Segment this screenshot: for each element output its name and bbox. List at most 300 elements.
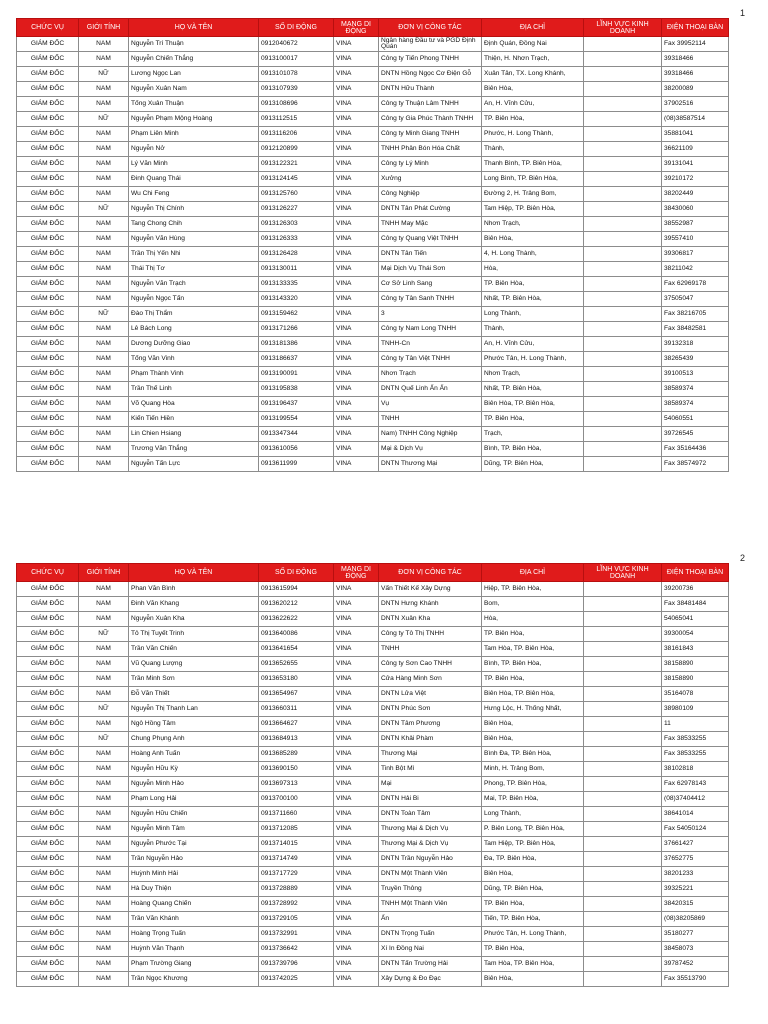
page-number: 1 (740, 8, 746, 18)
header-address: ĐỊA CHỈ (482, 564, 584, 582)
address-cell: Tam Hiệp, TP. Biên Hòa, (482, 837, 584, 852)
network-cell: VINA (334, 897, 379, 912)
position-cell: GIÁM ĐỐC (17, 292, 79, 307)
table-row (17, 807, 729, 822)
position-cell: GIÁM ĐỐC (17, 672, 79, 687)
position-cell: GIÁM ĐỐC (17, 322, 79, 337)
company-cell: Cửa Hàng Minh Sơn (379, 672, 482, 687)
landline-cell: 38552987 (662, 217, 729, 232)
table-row (17, 292, 729, 307)
landline-cell: 39300054 (662, 627, 729, 642)
landline-cell: 39557410 (662, 232, 729, 247)
business-field-cell (584, 457, 662, 472)
table-row (17, 912, 729, 927)
gender-cell: NAM (79, 762, 129, 777)
network-cell: VINA (334, 307, 379, 322)
company-cell: TNHH Một Thành Viên (379, 897, 482, 912)
mobile-cell: 0913739796 (259, 957, 334, 972)
address-cell: Xuân Tân, TX. Long Khánh, (482, 67, 584, 82)
network-cell: VINA (334, 412, 379, 427)
company-cell: Mại Dịch Vụ Thái Sơn (379, 262, 482, 277)
table-row (17, 397, 729, 412)
mobile-cell: 0913736642 (259, 942, 334, 957)
company-cell: Xây Dựng & Đo Đạc (379, 972, 482, 987)
business-field-cell (584, 412, 662, 427)
table-row (17, 112, 729, 127)
address-cell: Dũng, TP. Biên Hòa, (482, 457, 584, 472)
business-field-cell (584, 627, 662, 642)
full-name-cell: Trần Ngọc Khương (129, 972, 259, 987)
company-cell: DNTN Hữu Thành (379, 82, 482, 97)
landline-cell: Fax 38533255 (662, 747, 729, 762)
landline-cell: Fax 39952114 (662, 37, 729, 52)
network-cell: VINA (334, 822, 379, 837)
address-cell: Nhơn Trạch, (482, 217, 584, 232)
network-cell: VINA (334, 427, 379, 442)
landline-cell: 11 (662, 717, 729, 732)
mobile-cell: 0913126303 (259, 217, 334, 232)
network-cell: VINA (334, 202, 379, 217)
full-name-cell: Nguyễn Phạm Mộng Hoàng (129, 112, 259, 127)
company-cell: TNHH-Cn (379, 337, 482, 352)
gender-cell: NAM (79, 912, 129, 927)
full-name-cell: Nguyễn Trí Thuận (129, 37, 259, 52)
company-cell: DNTN Quế Linh Ấn Ấn (379, 382, 482, 397)
network-cell: VINA (334, 957, 379, 972)
company-cell: Công ty Tân Sanh TNHH (379, 292, 482, 307)
address-cell: Hòa, (482, 612, 584, 627)
header-address: ĐỊA CHỈ (482, 19, 584, 37)
address-cell: TP. Biên Hòa, (482, 627, 584, 642)
position-cell: GIÁM ĐỐC (17, 232, 79, 247)
network-cell: VINA (334, 717, 379, 732)
landline-cell: Fax 62978143 (662, 777, 729, 792)
company-cell: Mại (379, 777, 482, 792)
mobile-cell: 0913615994 (259, 582, 334, 597)
company-cell: Công ty Gia Phúc Thành TNHH (379, 112, 482, 127)
full-name-cell: Lương Ngọc Lan (129, 67, 259, 82)
position-cell: GIÁM ĐỐC (17, 382, 79, 397)
address-cell: Nhất, TP. Biên Hòa, (482, 382, 584, 397)
network-cell: VINA (334, 277, 379, 292)
position-cell: GIÁM ĐỐC (17, 352, 79, 367)
network-cell: VINA (334, 232, 379, 247)
position-cell: GIÁM ĐỐC (17, 412, 79, 427)
table-row (17, 882, 729, 897)
position-cell: GIÁM ĐỐC (17, 277, 79, 292)
business-field-cell (584, 747, 662, 762)
gender-cell: NAM (79, 972, 129, 987)
network-cell: VINA (334, 627, 379, 642)
gender-cell: NAM (79, 397, 129, 412)
full-name-cell: Trần Văn Chiến (129, 642, 259, 657)
company-cell: Truyền Thông (379, 882, 482, 897)
business-field-cell (584, 112, 662, 127)
address-cell: Phước, H. Long Thành, (482, 127, 584, 142)
gender-cell: NAM (79, 247, 129, 262)
full-name-cell: Nguyễn Ngọc Tấn (129, 292, 259, 307)
landline-cell: 37652775 (662, 852, 729, 867)
gender-cell: NAM (79, 582, 129, 597)
network-cell: VINA (334, 337, 379, 352)
full-name-cell: Đinh Văn Khang (129, 597, 259, 612)
mobile-cell: 0913622622 (259, 612, 334, 627)
address-cell: P. Biên Long, TP. Biên Hòa, (482, 822, 584, 837)
network-cell: VINA (334, 67, 379, 82)
header-mobile: SỐ DI ĐỘNG (259, 564, 334, 582)
table-row (17, 277, 729, 292)
position-cell: GIÁM ĐỐC (17, 912, 79, 927)
position-cell: GIÁM ĐỐC (17, 972, 79, 987)
table-row (17, 382, 729, 397)
table-row (17, 672, 729, 687)
gender-cell: NAM (79, 322, 129, 337)
company-cell: Ấn (379, 912, 482, 927)
network-cell: VINA (334, 37, 379, 52)
business-field-cell (584, 247, 662, 262)
position-cell: GIÁM ĐỐC (17, 612, 79, 627)
gender-cell: NAM (79, 807, 129, 822)
mobile-cell: 0913660311 (259, 702, 334, 717)
gender-cell: NAM (79, 352, 129, 367)
business-field-cell (584, 957, 662, 972)
full-name-cell: Nguyễn Văn Hùng (129, 232, 259, 247)
mobile-cell: 0913690150 (259, 762, 334, 777)
table-row (17, 642, 729, 657)
mobile-cell: 0912120899 (259, 142, 334, 157)
full-name-cell: Nguyễn Hữu Chiến (129, 807, 259, 822)
address-cell: TP. Biên Hòa, (482, 112, 584, 127)
position-cell: GIÁM ĐỐC (17, 627, 79, 642)
full-name-cell: Hà Duy Thiện (129, 882, 259, 897)
mobile-cell: 0913611999 (259, 457, 334, 472)
full-name-cell: Nguyễn Chiến Thắng (129, 52, 259, 67)
address-cell: Tiến, TP. Biên Hòa, (482, 912, 584, 927)
table-row (17, 427, 729, 442)
company-cell: DNTN Tân Phát Cường (379, 202, 482, 217)
address-cell: Đường 2, H. Trảng Bom, (482, 187, 584, 202)
position-cell: GIÁM ĐỐC (17, 702, 79, 717)
position-cell: GIÁM ĐỐC (17, 427, 79, 442)
position-cell: GIÁM ĐỐC (17, 37, 79, 52)
address-cell: Tam Hòa, TP. Biên Hòa, (482, 642, 584, 657)
company-cell: DNTN Hải Bi (379, 792, 482, 807)
gender-cell: NAM (79, 957, 129, 972)
position-cell: GIÁM ĐỐC (17, 97, 79, 112)
full-name-cell: Nguyễn Minh Hảo (129, 777, 259, 792)
business-field-cell (584, 202, 662, 217)
position-cell: GIÁM ĐỐC (17, 442, 79, 457)
network-cell: VINA (334, 112, 379, 127)
table-row (17, 747, 729, 762)
business-field-cell (584, 142, 662, 157)
landline-cell: 38458073 (662, 942, 729, 957)
business-field-cell (584, 157, 662, 172)
mobile-cell: 0913116206 (259, 127, 334, 142)
mobile-cell: 0912040672 (259, 37, 334, 52)
gender-cell: NỮ (79, 307, 129, 322)
full-name-cell: Nguyễn Phước Tại (129, 837, 259, 852)
address-cell: Hòa, (482, 262, 584, 277)
full-name-cell: Phạm Thành Vinh (129, 367, 259, 382)
address-cell: Định Quán, Đồng Nai (482, 37, 584, 52)
address-cell: An, H. Vĩnh Cửu, (482, 97, 584, 112)
gender-cell: NAM (79, 612, 129, 627)
table-row (17, 687, 729, 702)
network-cell: VINA (334, 852, 379, 867)
company-cell: Nhơn Trạch (379, 367, 482, 382)
mobile-cell: 0913126227 (259, 202, 334, 217)
gender-cell: NAM (79, 172, 129, 187)
business-field-cell (584, 367, 662, 382)
table-row (17, 837, 729, 852)
gender-cell: NAM (79, 337, 129, 352)
position-cell: GIÁM ĐỐC (17, 457, 79, 472)
company-cell: Vấn Thiết Kế Xây Dựng (379, 582, 482, 597)
position-cell: GIÁM ĐỐC (17, 837, 79, 852)
landline-cell: Fax 38481484 (662, 597, 729, 612)
position-cell: GIÁM ĐỐC (17, 897, 79, 912)
table-row (17, 792, 729, 807)
address-cell: Trạch, (482, 427, 584, 442)
table-row (17, 337, 729, 352)
company-cell: DNTN Thương Mại (379, 457, 482, 472)
gender-cell: NAM (79, 292, 129, 307)
network-cell: VINA (334, 837, 379, 852)
company-cell: DNTN Một Thành Viên (379, 867, 482, 882)
gender-cell: NAM (79, 897, 129, 912)
landline-cell: 39306817 (662, 247, 729, 262)
business-field-cell (584, 307, 662, 322)
network-cell: VINA (334, 292, 379, 307)
business-field-cell (584, 442, 662, 457)
full-name-cell: Nguyễn Thị Chính (129, 202, 259, 217)
contact-table-page-1 (16, 18, 729, 472)
full-name-cell: Tống Xuân Thuận (129, 97, 259, 112)
company-cell: DNTN Khải Phàm (379, 732, 482, 747)
mobile-cell: 0913107939 (259, 82, 334, 97)
gender-cell: NAM (79, 777, 129, 792)
table-row (17, 157, 729, 172)
company-cell: Thương Mại (379, 747, 482, 762)
gender-cell: NAM (79, 142, 129, 157)
network-cell: VINA (334, 882, 379, 897)
full-name-cell: Đinh Quang Thái (129, 172, 259, 187)
business-field-cell (584, 427, 662, 442)
landline-cell: (08)38587514 (662, 112, 729, 127)
position-cell: GIÁM ĐỐC (17, 247, 79, 262)
business-field-cell (584, 217, 662, 232)
position-cell: GIÁM ĐỐC (17, 597, 79, 612)
mobile-cell: 0913133335 (259, 277, 334, 292)
table-row (17, 232, 729, 247)
header-mobile: SỐ DI ĐỘNG (259, 19, 334, 37)
company-cell: DNTN Hưng Khánh (379, 597, 482, 612)
company-cell: DNTN Trọng Tuấn (379, 927, 482, 942)
gender-cell: NAM (79, 747, 129, 762)
full-name-cell: Trương Văn Thắng (129, 442, 259, 457)
mobile-cell: 0913684913 (259, 732, 334, 747)
mobile-cell: 0913697313 (259, 777, 334, 792)
company-cell: Công ty Thuận Lâm TNHH (379, 97, 482, 112)
mobile-cell: 0913654967 (259, 687, 334, 702)
full-name-cell: Kiến Tiến Hiền (129, 412, 259, 427)
network-cell: VINA (334, 172, 379, 187)
position-cell: GIÁM ĐỐC (17, 397, 79, 412)
table-row (17, 972, 729, 987)
landline-cell: 38430060 (662, 202, 729, 217)
address-cell: Bình, TP. Biên Hòa, (482, 657, 584, 672)
table-row (17, 82, 729, 97)
company-cell: Công ty Quang Việt TNHH (379, 232, 482, 247)
business-field-cell (584, 37, 662, 52)
business-field-cell (584, 232, 662, 247)
position-cell: GIÁM ĐỐC (17, 367, 79, 382)
mobile-cell: 0913641654 (259, 642, 334, 657)
position-cell: GIÁM ĐỐC (17, 807, 79, 822)
network-cell: VINA (334, 52, 379, 67)
full-name-cell: Nguyễn Văn Trạch (129, 277, 259, 292)
full-name-cell: Hoàng Trọng Tuấn (129, 927, 259, 942)
gender-cell: NAM (79, 97, 129, 112)
header-business-field: LĨNH VỰC KINH DOANH (584, 19, 662, 37)
landline-cell: 35881041 (662, 127, 729, 142)
network-cell: VINA (334, 97, 379, 112)
address-cell: Phong, TP. Biên Hòa, (482, 777, 584, 792)
company-cell: Mại & Dịch Vụ (379, 442, 482, 457)
business-field-cell (584, 127, 662, 142)
mobile-cell: 0913190091 (259, 367, 334, 382)
company-cell: DNTN Xuân Kha (379, 612, 482, 627)
landline-cell: 39318466 (662, 67, 729, 82)
landline-cell: Fax 38574972 (662, 457, 729, 472)
mobile-cell: 0913124145 (259, 172, 334, 187)
landline-cell: 38641014 (662, 807, 729, 822)
gender-cell: NAM (79, 52, 129, 67)
position-cell: GIÁM ĐỐC (17, 582, 79, 597)
business-field-cell (584, 897, 662, 912)
network-cell: VINA (334, 582, 379, 597)
address-cell: Biên Hòa, (482, 717, 584, 732)
table-row (17, 457, 729, 472)
network-cell: VINA (334, 927, 379, 942)
full-name-cell: Phạm Trường Giang (129, 957, 259, 972)
address-cell: Minh, H. Trảng Bom, (482, 762, 584, 777)
position-cell: GIÁM ĐỐC (17, 852, 79, 867)
gender-cell: NAM (79, 597, 129, 612)
mobile-cell: 0913732991 (259, 927, 334, 942)
mobile-cell: 0913181386 (259, 337, 334, 352)
address-cell: Bom, (482, 597, 584, 612)
company-cell: DNTN Trần Nguyễn Hảo (379, 852, 482, 867)
table-row (17, 627, 729, 642)
full-name-cell: Đào Thị Thẩm (129, 307, 259, 322)
position-cell: GIÁM ĐỐC (17, 112, 79, 127)
business-field-cell (584, 642, 662, 657)
gender-cell: NAM (79, 717, 129, 732)
gender-cell: NAM (79, 672, 129, 687)
landline-cell: 39131041 (662, 157, 729, 172)
gender-cell: NỮ (79, 202, 129, 217)
network-cell: VINA (334, 672, 379, 687)
network-cell: VINA (334, 82, 379, 97)
gender-cell: NAM (79, 412, 129, 427)
position-cell: GIÁM ĐỐC (17, 202, 79, 217)
company-cell: Công ty Lý Minh (379, 157, 482, 172)
full-name-cell: Võ Quang Hòa (129, 397, 259, 412)
mobile-cell: 0913711660 (259, 807, 334, 822)
mobile-cell: 0913714015 (259, 837, 334, 852)
mobile-cell: 0913729105 (259, 912, 334, 927)
header-landline: ĐIỆN THOẠI BÀN (662, 564, 729, 582)
landline-cell: Fax 54050124 (662, 822, 729, 837)
landline-cell: Fax 38533255 (662, 732, 729, 747)
header-gender: GIỚI TÍNH (79, 19, 129, 37)
business-field-cell (584, 717, 662, 732)
business-field-cell (584, 777, 662, 792)
landline-cell: 37505047 (662, 292, 729, 307)
header-gender: GIỚI TÍNH (79, 564, 129, 582)
address-cell: 4, H. Long Thành, (482, 247, 584, 262)
network-cell: VINA (334, 142, 379, 157)
network-cell: VINA (334, 382, 379, 397)
table-row (17, 927, 729, 942)
company-cell: DNTN Hồng Ngọc Cơ Điện Gỗ (379, 67, 482, 82)
table-row (17, 597, 729, 612)
gender-cell: NỮ (79, 627, 129, 642)
business-field-cell (584, 187, 662, 202)
table-row (17, 897, 729, 912)
business-field-cell (584, 97, 662, 112)
gender-cell: NAM (79, 942, 129, 957)
network-cell: VINA (334, 702, 379, 717)
address-cell: Tam Hiệp, TP. Biên Hòa, (482, 202, 584, 217)
company-cell: Công ty Nam Long TNHH (379, 322, 482, 337)
header-row (17, 19, 729, 37)
landline-cell: 38211042 (662, 262, 729, 277)
business-field-cell (584, 352, 662, 367)
business-field-cell (584, 657, 662, 672)
mobile-cell: 0913108696 (259, 97, 334, 112)
landline-cell: 38200089 (662, 82, 729, 97)
mobile-cell: 0913610056 (259, 442, 334, 457)
mobile-cell: 0913143320 (259, 292, 334, 307)
landline-cell: Fax 62969178 (662, 277, 729, 292)
network-cell: VINA (334, 367, 379, 382)
position-cell: GIÁM ĐỐC (17, 867, 79, 882)
company-cell: Công ty Tô Thị TNHH (379, 627, 482, 642)
table-row (17, 822, 729, 837)
company-cell: DNTN Toàn Tâm (379, 807, 482, 822)
landline-cell: 36621109 (662, 142, 729, 157)
company-cell: TNHH (379, 642, 482, 657)
full-name-cell: Tống Văn Vinh (129, 352, 259, 367)
header-full-name: HỌ VÀ TÊN (129, 564, 259, 582)
business-field-cell (584, 277, 662, 292)
address-cell: Long Thành, (482, 807, 584, 822)
mobile-cell: 0913196437 (259, 397, 334, 412)
landline-cell: 38265439 (662, 352, 729, 367)
landline-cell: 37902516 (662, 97, 729, 112)
address-cell: Bình, TP. Biên Hòa, (482, 442, 584, 457)
full-name-cell: Chung Phụng Anh (129, 732, 259, 747)
position-cell: GIÁM ĐỐC (17, 927, 79, 942)
gender-cell: NAM (79, 82, 129, 97)
position-cell: GIÁM ĐỐC (17, 142, 79, 157)
full-name-cell: Lin Chien Hsiang (129, 427, 259, 442)
full-name-cell: Trần Minh Sơn (129, 672, 259, 687)
business-field-cell (584, 972, 662, 987)
